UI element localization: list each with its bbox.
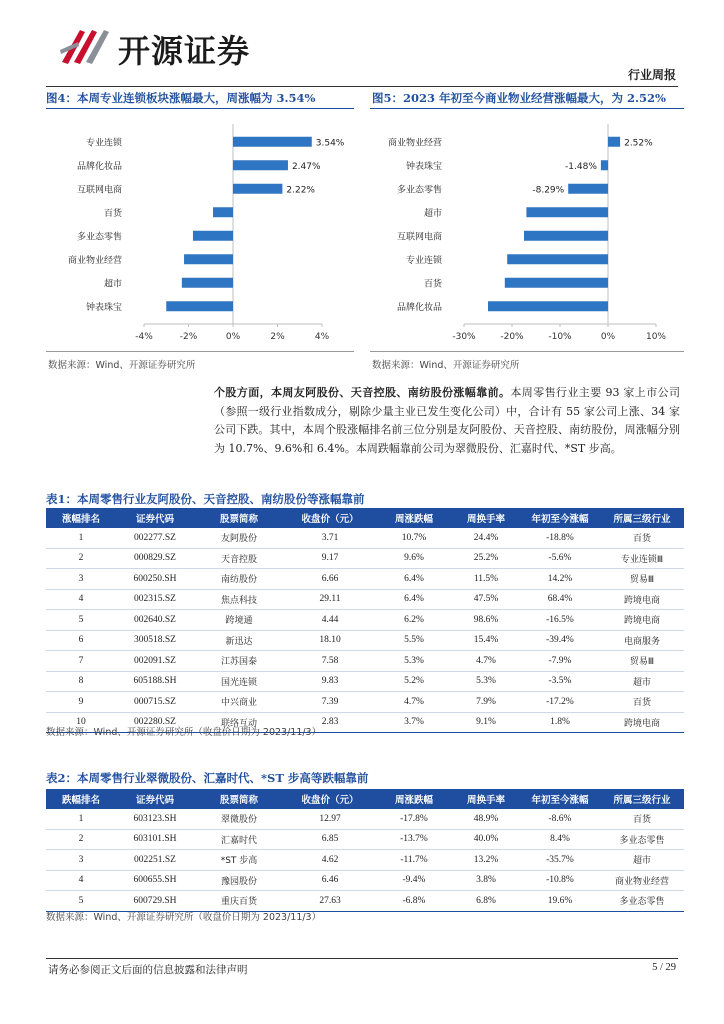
- table1-header-cell: 年初至今涨幅: [520, 508, 600, 528]
- company-logo: [58, 22, 114, 68]
- x-tick-label: -20%: [500, 332, 524, 342]
- category-label: 超市: [103, 279, 122, 290]
- table-cell: 4.44: [284, 610, 376, 631]
- data-label: -1.48%: [565, 161, 597, 172]
- x-tick-label: -4%: [135, 332, 153, 342]
- category-label: 百货: [103, 208, 122, 219]
- footer-disclaimer: 请务必参阅正文后面的信息披露和法律声明: [48, 964, 248, 976]
- table1-header-cell: 涨幅排名: [46, 508, 116, 528]
- table1-header-cell: 所属三级行业: [600, 508, 684, 528]
- table-cell: 3.71: [284, 528, 376, 548]
- table-row: [46, 610, 684, 631]
- table-cell: 18.10: [284, 630, 376, 651]
- category-label: 钟表珠宝: [85, 302, 122, 313]
- table2-header-cell: 证券代码: [116, 789, 194, 809]
- table-row: [46, 870, 684, 891]
- table-cell: 超市: [600, 671, 684, 692]
- table-cell: 5.3%: [376, 651, 452, 672]
- table-cell: 联络互动: [194, 712, 284, 733]
- table-cell: 000715.SZ: [116, 692, 194, 713]
- table-cell: 002251.SZ: [116, 850, 194, 871]
- company-name: 开源证券: [118, 32, 251, 70]
- table1-header-cell: 证券代码: [116, 508, 194, 528]
- table-cell: 5: [46, 610, 116, 631]
- bar: [193, 231, 233, 241]
- table-cell: -9.4%: [376, 870, 452, 891]
- figure4-title: 图4：本周专业连锁板块涨幅最大，周涨幅为 3.54%: [46, 91, 316, 105]
- table-cell: 47.5%: [452, 589, 520, 610]
- table-cell: 汇嘉时代: [194, 829, 284, 850]
- category-label: 商业物业经营: [67, 255, 122, 266]
- table1: [46, 508, 684, 733]
- table-cell: 9: [46, 692, 116, 713]
- table-cell: 翠微股份: [194, 809, 284, 829]
- bar: [182, 278, 233, 288]
- table-cell: 2.83: [284, 712, 376, 733]
- table-cell: 7.9%: [452, 692, 520, 713]
- category-label: 品牌化妆品: [76, 161, 122, 172]
- table-cell: 1: [46, 809, 116, 829]
- table2-header-cell: 股票简称: [194, 789, 284, 809]
- table-cell: 2: [46, 548, 116, 569]
- header-divider: [46, 86, 678, 87]
- table-row: [46, 651, 684, 672]
- x-tick-label: -10%: [548, 332, 572, 342]
- x-tick-label: 10%: [645, 332, 667, 342]
- table-row: [46, 528, 684, 548]
- figure4-source-rule: [46, 351, 354, 352]
- table-cell: 友阿股份: [194, 528, 284, 548]
- table-cell: 19.6%: [520, 891, 600, 912]
- table-cell: 新迅达: [194, 630, 284, 651]
- table-cell: 4: [46, 589, 116, 610]
- figure4-title-rule: [46, 108, 354, 109]
- table-row: [46, 850, 684, 871]
- table-cell: 6.66: [284, 569, 376, 590]
- table-cell: 002315.SZ: [116, 589, 194, 610]
- table-cell: 6.8%: [452, 891, 520, 912]
- table-row: [46, 630, 684, 651]
- bar: [524, 231, 608, 241]
- table-cell: 4.62: [284, 850, 376, 871]
- table2-header-cell: 周换手率: [452, 789, 520, 809]
- table-cell: -6.8%: [376, 891, 452, 912]
- table-cell: 600655.SH: [116, 870, 194, 891]
- table-cell: 11.5%: [452, 569, 520, 590]
- table-cell: 跨境电商: [600, 610, 684, 631]
- x-tick-label: 2%: [270, 332, 285, 342]
- table-cell: 13.2%: [452, 850, 520, 871]
- table-cell: -16.5%: [520, 610, 600, 631]
- data-label: 2.22%: [286, 185, 315, 196]
- table-cell: -7.9%: [520, 651, 600, 672]
- data-label: 3.54%: [315, 138, 345, 149]
- bar: [608, 137, 620, 147]
- table1-header-cell: 股票简称: [194, 508, 284, 528]
- table-cell: 603101.SH: [116, 829, 194, 850]
- table-cell: 002640.SZ: [116, 610, 194, 631]
- bar: [526, 207, 608, 217]
- table2-title: 表2：本周零售行业翠微股份、汇嘉时代、*ST 步高等跌幅靠前: [46, 771, 369, 785]
- category-label: 超市: [423, 208, 442, 219]
- table1-source: 数据来源：Wind、开源证券研究所（收盘价日期为 2023/11/3）: [46, 727, 322, 738]
- table-cell: 603123.SH: [116, 809, 194, 829]
- table1-title: 表1：本周零售行业友阿股份、天音控股、南纺股份等涨幅靠前: [46, 492, 365, 506]
- bar: [505, 278, 608, 288]
- table-cell: 29.11: [284, 589, 376, 610]
- table-cell: 9.6%: [376, 548, 452, 569]
- table-cell: 百货: [600, 692, 684, 713]
- figure5-title-rule: [370, 108, 684, 109]
- table-cell: 5.3%: [452, 671, 520, 692]
- table-cell: 6.4%: [376, 569, 452, 590]
- table-cell: 多业态零售: [600, 891, 684, 912]
- body-lead: 个股方面，本周友阿股份、天音控股、南纺股份涨幅靠前。: [214, 386, 511, 399]
- table-cell: 8: [46, 671, 116, 692]
- table-cell: 10.7%: [376, 528, 452, 548]
- table-cell: 15.4%: [452, 630, 520, 651]
- table-cell: -18.8%: [520, 528, 600, 548]
- table-cell: 天音控股: [194, 548, 284, 569]
- table-row: [46, 809, 684, 829]
- table-cell: 6: [46, 630, 116, 651]
- body-paragraph: [214, 384, 680, 458]
- table-row: [46, 671, 684, 692]
- table2-source: 数据来源：Wind、开源证券研究所（收盘价日期为 2023/11/3）: [46, 912, 322, 923]
- table-cell: 1.8%: [520, 712, 600, 733]
- figure5-source-rule: [370, 351, 684, 352]
- table-cell: 7: [46, 651, 116, 672]
- table-cell: 27.63: [284, 891, 376, 912]
- table2-header-cell: 跌幅排名: [46, 789, 116, 809]
- table-cell: 8.4%: [520, 829, 600, 850]
- bar: [233, 184, 282, 194]
- table-cell: 300518.SZ: [116, 630, 194, 651]
- table-cell: 3.7%: [376, 712, 452, 733]
- table-cell: 4.7%: [452, 651, 520, 672]
- table-cell: 6.2%: [376, 610, 452, 631]
- category-label: 互联网电商: [396, 232, 442, 243]
- bar: [601, 160, 608, 170]
- table-cell: 电商服务: [600, 630, 684, 651]
- category-label: 专业连锁: [405, 255, 442, 266]
- table-cell: 9.17: [284, 548, 376, 569]
- category-label: 百货: [423, 279, 442, 290]
- table-cell: -39.4%: [520, 630, 600, 651]
- table-cell: -17.2%: [520, 692, 600, 713]
- table-cell: 002091.SZ: [116, 651, 194, 672]
- table-cell: -3.5%: [520, 671, 600, 692]
- table-cell: 南纺股份: [194, 569, 284, 590]
- figure4-chart: [46, 112, 354, 348]
- table-cell: 中兴商业: [194, 692, 284, 713]
- table-cell: 9.1%: [452, 712, 520, 733]
- bar: [213, 207, 233, 217]
- table-cell: 跨境通: [194, 610, 284, 631]
- data-label: 2.47%: [291, 161, 321, 172]
- table-cell: -35.7%: [520, 850, 600, 871]
- x-tick-label: 0%: [600, 332, 616, 342]
- bar: [184, 254, 233, 264]
- table2-header-row: [46, 789, 684, 809]
- table-cell: 6.46: [284, 870, 376, 891]
- table-cell: 豫园股份: [194, 870, 284, 891]
- table-cell: *ST 步高: [194, 850, 284, 871]
- table-cell: 5.2%: [376, 671, 452, 692]
- table-row: [46, 891, 684, 912]
- data-label: -8.29%: [532, 185, 565, 196]
- category-label: 多业态零售: [76, 232, 122, 243]
- category-label: 钟表珠宝: [405, 161, 442, 172]
- table-cell: 7.39: [284, 692, 376, 713]
- table-cell: 40.0%: [452, 829, 520, 850]
- table-row: [46, 692, 684, 713]
- x-tick-label: 0%: [225, 332, 241, 342]
- table-cell: 跨境电商: [600, 589, 684, 610]
- category-label: 商业物业经营: [387, 138, 442, 149]
- table1-header-cell: 周换手率: [452, 508, 520, 528]
- report-type-tag: 行业周报: [627, 68, 676, 82]
- table-cell: 7.58: [284, 651, 376, 672]
- bar: [233, 137, 312, 147]
- table-cell: 14.2%: [520, 569, 600, 590]
- figure5-source: 数据来源：Wind、开源证券研究所: [372, 360, 520, 371]
- table-cell: 1: [46, 528, 116, 548]
- table-cell: 68.4%: [520, 589, 600, 610]
- table-cell: 江苏国泰: [194, 651, 284, 672]
- table-cell: 002280.SZ: [116, 712, 194, 733]
- table-cell: 焦点科技: [194, 589, 284, 610]
- table-cell: 600250.SH: [116, 569, 194, 590]
- table-cell: 4: [46, 870, 116, 891]
- category-label: 多业态零售: [396, 185, 442, 196]
- table2: [46, 789, 684, 912]
- x-tick-label: -30%: [452, 332, 476, 342]
- table-cell: 98.6%: [452, 610, 520, 631]
- bar: [507, 254, 608, 264]
- bar: [233, 160, 288, 170]
- table-cell: 百货: [600, 528, 684, 548]
- table-cell: 12.97: [284, 809, 376, 829]
- table-cell: 605188.SH: [116, 671, 194, 692]
- bar: [568, 184, 608, 194]
- table2-header-cell: 周涨跌幅: [376, 789, 452, 809]
- page-number: 5 / 29: [652, 962, 676, 973]
- table-cell: 002277.SZ: [116, 528, 194, 548]
- table-cell: 专业连锁Ⅲ: [600, 548, 684, 569]
- table-cell: 3: [46, 850, 116, 871]
- table-cell: 百货: [600, 809, 684, 829]
- table-cell: 48.9%: [452, 809, 520, 829]
- table2-header-cell: 所属三级行业: [600, 789, 684, 809]
- table-row: [46, 569, 684, 590]
- data-label: 2.52%: [624, 138, 653, 149]
- body-text: 本周零售行业主要 93 家上市公司（参照一级行业指数成分，剔除少量主业已发生变化公司）中，合计有 55 家公司上涨、34 家公司下跌。其中，本周个股涨幅排名前三位分别是友阿股份、天音控股、南纺股份，周涨幅分别为 10.7%、9.6%和 6.4%。本周跌幅靠前公司为翠微股份、汇嘉时代、*ST 步高。: [214, 386, 680, 455]
- table-cell: 超市: [600, 850, 684, 871]
- table-cell: -11.7%: [376, 850, 452, 871]
- x-tick-label: -2%: [179, 332, 198, 342]
- table-cell: -17.8%: [376, 809, 452, 829]
- table2-header-cell: 收盘价（元）: [284, 789, 376, 809]
- table1-header-cell: 收盘价（元）: [284, 508, 376, 528]
- table-cell: 商业物业经营: [600, 870, 684, 891]
- figure5-title: 图5：2023 年初至今商业物业经营涨幅最大，为 2.52%: [372, 91, 666, 105]
- table-cell: 5: [46, 891, 116, 912]
- bar: [488, 301, 608, 311]
- table-cell: -8.6%: [520, 809, 600, 829]
- table-cell: 4.7%: [376, 692, 452, 713]
- category-label: 互联网电商: [76, 185, 122, 196]
- table-row: [46, 829, 684, 850]
- category-label: 品牌化妆品: [396, 302, 442, 313]
- figure5-chart: [370, 112, 684, 348]
- x-tick-label: 4%: [314, 332, 330, 342]
- table-cell: 9.83: [284, 671, 376, 692]
- table-cell: 多业态零售: [600, 829, 684, 850]
- table-cell: 3: [46, 569, 116, 590]
- table1-header-cell: 周涨跌幅: [376, 508, 452, 528]
- table-cell: 贸易Ⅲ: [600, 569, 684, 590]
- table-row: [46, 548, 684, 569]
- table-cell: 3.8%: [452, 870, 520, 891]
- table-cell: 跨境电商: [600, 712, 684, 733]
- table-cell: 5.5%: [376, 630, 452, 651]
- table-cell: -10.8%: [520, 870, 600, 891]
- table-cell: 6.85: [284, 829, 376, 850]
- table-row: [46, 589, 684, 610]
- table-cell: 10: [46, 712, 116, 733]
- table-cell: 重庆百货: [194, 891, 284, 912]
- table-cell: -13.7%: [376, 829, 452, 850]
- footer-divider: [46, 958, 678, 959]
- table-cell: 国光连锁: [194, 671, 284, 692]
- bar: [166, 301, 233, 311]
- table-cell: 600729.SH: [116, 891, 194, 912]
- table-cell: 24.4%: [452, 528, 520, 548]
- table-cell: 000829.SZ: [116, 548, 194, 569]
- table1-header-row: [46, 508, 684, 528]
- table2-header-cell: 年初至今涨幅: [520, 789, 600, 809]
- figure4-source: 数据来源：Wind、开源证券研究所: [48, 360, 196, 371]
- table-cell: 贸易Ⅲ: [600, 651, 684, 672]
- table-cell: 6.4%: [376, 589, 452, 610]
- category-label: 专业连锁: [85, 138, 122, 149]
- table-cell: 25.2%: [452, 548, 520, 569]
- table-cell: 2: [46, 829, 116, 850]
- table-cell: -5.6%: [520, 548, 600, 569]
